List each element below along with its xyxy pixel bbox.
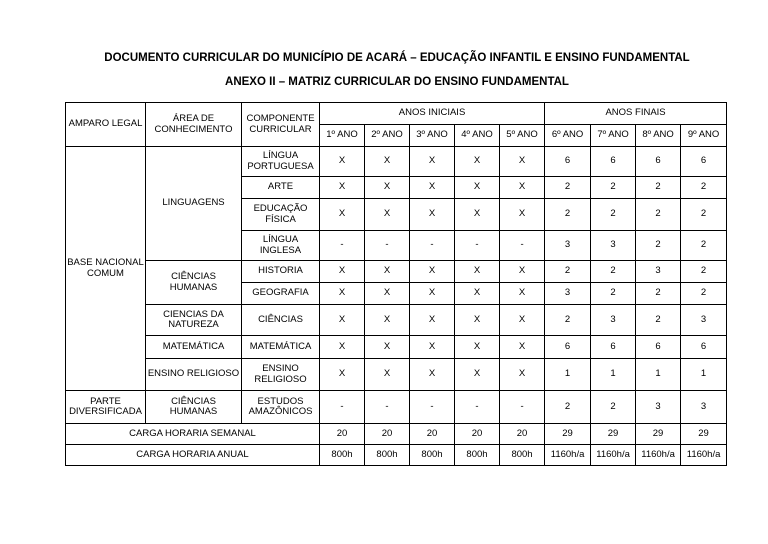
value-cell: 3 bbox=[681, 391, 727, 424]
value-cell: X bbox=[455, 359, 500, 391]
amparo-base-nacional-comum: BASE NACIONAL COMUM bbox=[66, 147, 146, 391]
value-cell: - bbox=[410, 391, 455, 424]
value-cell: 2 bbox=[636, 305, 681, 336]
value-cell: 2 bbox=[591, 391, 636, 424]
value-cell: X bbox=[320, 147, 365, 177]
carga-semanal-label: CARGA HORARIA SEMANAL bbox=[66, 424, 320, 445]
value-cell: 800h bbox=[455, 445, 500, 466]
value-cell: X bbox=[455, 177, 500, 199]
value-cell: 2 bbox=[636, 199, 681, 231]
value-cell: X bbox=[410, 359, 455, 391]
value-cell: X bbox=[365, 147, 410, 177]
value-cell: X bbox=[410, 336, 455, 359]
value-cell: X bbox=[410, 261, 455, 283]
value-cell: 800h bbox=[410, 445, 455, 466]
value-cell: 29 bbox=[636, 424, 681, 445]
value-cell: X bbox=[365, 261, 410, 283]
value-cell: - bbox=[500, 391, 545, 424]
value-cell: - bbox=[320, 231, 365, 261]
value-cell: X bbox=[365, 177, 410, 199]
value-cell: 6 bbox=[545, 336, 591, 359]
value-cell: 2 bbox=[591, 283, 636, 305]
value-cell: 1 bbox=[545, 359, 591, 391]
header-amparo-legal: AMPARO LEGAL bbox=[66, 103, 146, 147]
area-linguagens: LINGUAGENS bbox=[146, 147, 242, 261]
value-cell: 2 bbox=[591, 177, 636, 199]
value-cell: 2 bbox=[636, 283, 681, 305]
area-ciencias-humanas: CIÊNCIAS HUMANAS bbox=[146, 261, 242, 305]
value-cell: 6 bbox=[545, 147, 591, 177]
year-header: 3º ANO bbox=[410, 125, 455, 147]
value-cell: X bbox=[500, 261, 545, 283]
value-cell: 2 bbox=[545, 199, 591, 231]
value-cell: X bbox=[410, 305, 455, 336]
value-cell: 2 bbox=[545, 391, 591, 424]
year-header: 9º ANO bbox=[681, 125, 727, 147]
year-header: 4º ANO bbox=[455, 125, 500, 147]
value-cell: X bbox=[365, 283, 410, 305]
value-cell: - bbox=[365, 391, 410, 424]
year-header: 2º ANO bbox=[365, 125, 410, 147]
value-cell: 6 bbox=[636, 147, 681, 177]
value-cell: 2 bbox=[545, 305, 591, 336]
value-cell: X bbox=[455, 305, 500, 336]
componente-cell: LÍNGUA PORTUGUESA bbox=[242, 147, 320, 177]
value-cell: X bbox=[500, 359, 545, 391]
value-cell: 1 bbox=[591, 359, 636, 391]
value-cell: 6 bbox=[636, 336, 681, 359]
value-cell: 20 bbox=[365, 424, 410, 445]
value-cell: X bbox=[500, 283, 545, 305]
value-cell: 2 bbox=[636, 177, 681, 199]
year-header: 5º ANO bbox=[500, 125, 545, 147]
value-cell: X bbox=[500, 177, 545, 199]
value-cell: X bbox=[320, 261, 365, 283]
value-cell: X bbox=[500, 336, 545, 359]
componente-cell: CIÊNCIAS bbox=[242, 305, 320, 336]
value-cell: 1 bbox=[636, 359, 681, 391]
value-cell: 2 bbox=[681, 261, 727, 283]
value-cell: X bbox=[500, 305, 545, 336]
componente-cell: ENSINO RELIGIOSO bbox=[242, 359, 320, 391]
value-cell: 2 bbox=[681, 199, 727, 231]
value-cell: X bbox=[410, 147, 455, 177]
value-cell: 2 bbox=[545, 261, 591, 283]
value-cell: 800h bbox=[320, 445, 365, 466]
area-ensino-religioso: ENSINO RELIGIOSO bbox=[146, 359, 242, 391]
value-cell: 6 bbox=[681, 336, 727, 359]
document-title: DOCUMENTO CURRICULAR DO MUNICÍPIO DE ACARÁ – EDUCAÇÃO INFANTIL E ENSINO FUNDAMENTAL bbox=[104, 52, 690, 64]
value-cell: X bbox=[320, 199, 365, 231]
year-header: 8º ANO bbox=[636, 125, 681, 147]
value-cell: 20 bbox=[455, 424, 500, 445]
value-cell: X bbox=[500, 199, 545, 231]
area-matematica: MATEMÁTICA bbox=[146, 336, 242, 359]
value-cell: 6 bbox=[591, 147, 636, 177]
value-cell: X bbox=[365, 359, 410, 391]
value-cell: 1 bbox=[681, 359, 727, 391]
value-cell: 2 bbox=[681, 283, 727, 305]
value-cell: 29 bbox=[591, 424, 636, 445]
value-cell: 3 bbox=[681, 305, 727, 336]
value-cell: 29 bbox=[545, 424, 591, 445]
componente-cell: ESTUDOS AMAZÔNICOS bbox=[242, 391, 320, 424]
componente-cell: HISTORIA bbox=[242, 261, 320, 283]
value-cell: - bbox=[455, 391, 500, 424]
header-area-conhecimento: ÁREA DE CONHECIMENTO bbox=[146, 103, 242, 147]
value-cell: X bbox=[455, 261, 500, 283]
area-ciencias-natureza: CIENCIAS DA NATUREZA bbox=[146, 305, 242, 336]
value-cell: 2 bbox=[636, 231, 681, 261]
value-cell: X bbox=[410, 177, 455, 199]
value-cell: - bbox=[500, 231, 545, 261]
value-cell: 1160h/a bbox=[636, 445, 681, 466]
value-cell: X bbox=[455, 199, 500, 231]
value-cell: 20 bbox=[320, 424, 365, 445]
value-cell: - bbox=[365, 231, 410, 261]
value-cell: X bbox=[365, 336, 410, 359]
value-cell: 2 bbox=[591, 261, 636, 283]
header-anos-iniciais: ANOS INICIAIS bbox=[320, 103, 545, 125]
header-anos-finais: ANOS FINAIS bbox=[545, 103, 727, 125]
value-cell: X bbox=[410, 199, 455, 231]
value-cell: X bbox=[320, 305, 365, 336]
header-componente-curricular: COMPONENTE CURRICULAR bbox=[242, 103, 320, 147]
componente-cell: EDUCAÇÃO FÍSICA bbox=[242, 199, 320, 231]
year-header: 1º ANO bbox=[320, 125, 365, 147]
curriculum-matrix-table bbox=[65, 102, 727, 466]
componente-cell: GEOGRAFIA bbox=[242, 283, 320, 305]
value-cell: 3 bbox=[636, 391, 681, 424]
document-subtitle: ANEXO II – MATRIZ CURRICULAR DO ENSINO FUNDAMENTAL bbox=[225, 76, 569, 88]
year-header: 6º ANO bbox=[545, 125, 591, 147]
value-cell: X bbox=[455, 283, 500, 305]
value-cell: X bbox=[320, 336, 365, 359]
value-cell: 1160h/a bbox=[591, 445, 636, 466]
value-cell: 2 bbox=[681, 177, 727, 199]
value-cell: X bbox=[455, 336, 500, 359]
value-cell: 6 bbox=[591, 336, 636, 359]
year-header: 7º ANO bbox=[591, 125, 636, 147]
value-cell: 6 bbox=[681, 147, 727, 177]
value-cell: 800h bbox=[365, 445, 410, 466]
value-cell: 1160h/a bbox=[545, 445, 591, 466]
value-cell: 3 bbox=[545, 231, 591, 261]
value-cell: X bbox=[455, 147, 500, 177]
amparo-parte-diversificada: PARTE DIVERSIFICADA bbox=[66, 391, 146, 424]
value-cell: 20 bbox=[500, 424, 545, 445]
value-cell: X bbox=[320, 177, 365, 199]
value-cell: 3 bbox=[636, 261, 681, 283]
componente-cell: MATEMÁTICA bbox=[242, 336, 320, 359]
value-cell: 800h bbox=[500, 445, 545, 466]
value-cell: - bbox=[320, 391, 365, 424]
value-cell: - bbox=[410, 231, 455, 261]
area-ciencias-humanas-pd: CIÊNCIAS HUMANAS bbox=[146, 391, 242, 424]
value-cell: 2 bbox=[591, 199, 636, 231]
componente-cell: LÍNGUA INGLESA bbox=[242, 231, 320, 261]
value-cell: X bbox=[365, 305, 410, 336]
value-cell: X bbox=[410, 283, 455, 305]
value-cell: - bbox=[455, 231, 500, 261]
value-cell: X bbox=[365, 199, 410, 231]
value-cell: 20 bbox=[410, 424, 455, 445]
value-cell: 1160h/a bbox=[681, 445, 727, 466]
value-cell: 2 bbox=[681, 231, 727, 261]
value-cell: 3 bbox=[591, 305, 636, 336]
carga-anual-label: CARGA HORARIA ANUAL bbox=[66, 445, 320, 466]
value-cell: 3 bbox=[591, 231, 636, 261]
value-cell: X bbox=[320, 359, 365, 391]
value-cell: 29 bbox=[681, 424, 727, 445]
value-cell: X bbox=[320, 283, 365, 305]
componente-cell: ARTE bbox=[242, 177, 320, 199]
value-cell: 2 bbox=[545, 177, 591, 199]
value-cell: 3 bbox=[545, 283, 591, 305]
value-cell: X bbox=[500, 147, 545, 177]
